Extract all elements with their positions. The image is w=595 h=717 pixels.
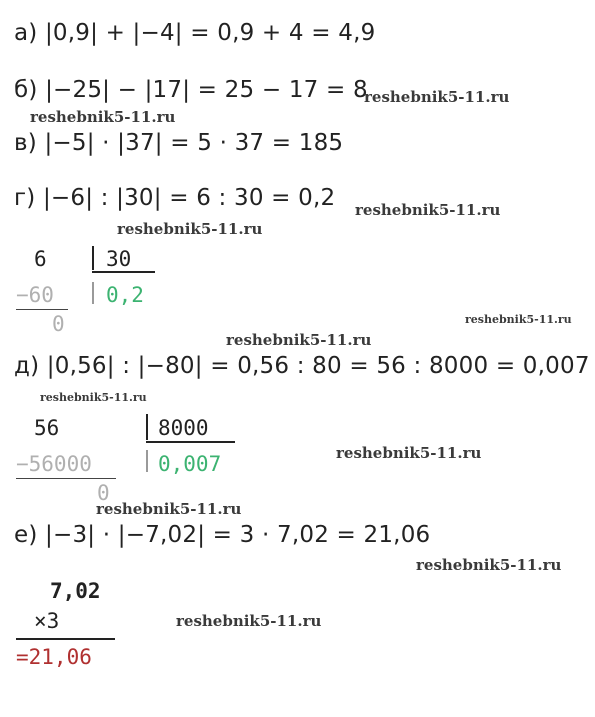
watermark: reshebnik5-11.ru: [465, 313, 572, 326]
divisor: 8000: [158, 416, 209, 440]
division-bracket: [92, 246, 94, 270]
equation-a: а) |0,9| + |−4| = 0,9 + 4 = 4,9: [14, 20, 376, 46]
dividend: 6: [34, 247, 47, 271]
equation-e: е) |−3| · |−7,02| = 3 · 7,02 = 21,06: [14, 522, 431, 548]
equation-v: в) |−5| · |37| = 5 · 37 = 185: [14, 130, 344, 156]
remainder: 0: [52, 312, 65, 336]
watermark: reshebnik5-11.ru: [96, 500, 242, 518]
watermark: reshebnik5-11.ru: [364, 88, 510, 106]
watermark: reshebnik5-11.ru: [336, 444, 482, 462]
equation-d: д) |0,56| : |−80| = 0,56 : 80 = 56 : 8000 = 0,007: [14, 353, 590, 379]
subtrahend: −56000: [16, 452, 92, 476]
multiplication-line: [16, 638, 115, 640]
quotient-bracket: [92, 282, 94, 304]
division-bracket: [146, 414, 148, 440]
multiplicand: 7,02: [50, 579, 101, 603]
equation-g: г) |−6| : |30| = 6 : 30 = 0,2: [14, 185, 336, 211]
divisor-underline: [146, 441, 235, 443]
watermark: reshebnik5-11.ru: [226, 331, 372, 349]
quotient: 0,007: [158, 452, 222, 476]
subtraction-line: [16, 309, 68, 310]
watermark: reshebnik5-11.ru: [355, 201, 501, 219]
remainder: 0: [97, 481, 110, 505]
watermark: reshebnik5-11.ru: [117, 220, 263, 238]
divisor-underline: [92, 271, 155, 273]
quotient-bracket: [146, 450, 148, 472]
divisor: 30: [106, 247, 132, 271]
watermark: reshebnik5-11.ru: [176, 612, 322, 630]
watermark: reshebnik5-11.ru: [30, 108, 176, 126]
multiplier: ×3: [34, 609, 60, 633]
dividend: 56: [34, 416, 60, 440]
product: =21,06: [16, 645, 92, 669]
equation-b: б) |−25| − |17| = 25 − 17 = 8: [14, 77, 368, 103]
watermark: reshebnik5-11.ru: [40, 391, 147, 404]
subtraction-line: [16, 478, 116, 479]
quotient: 0,2: [106, 283, 144, 307]
watermark: reshebnik5-11.ru: [416, 556, 562, 574]
subtrahend: −60: [16, 283, 54, 307]
